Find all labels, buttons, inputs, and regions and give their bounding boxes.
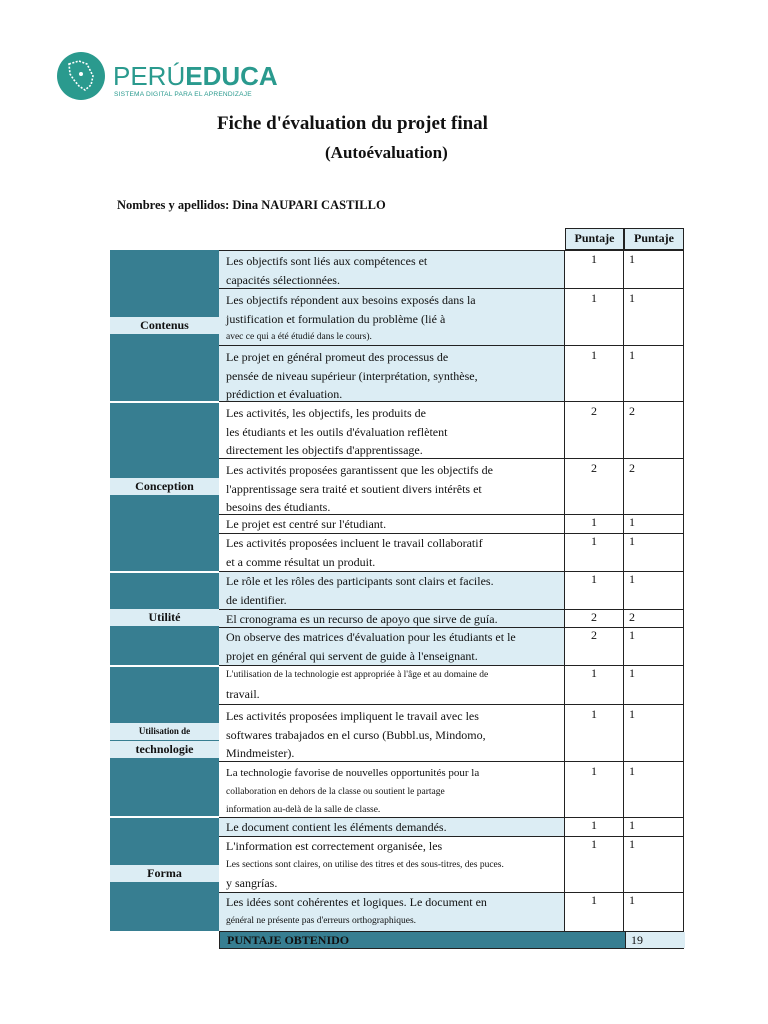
score-cell-1: 2 (565, 459, 624, 514)
score-cell-1: 1 (565, 534, 624, 571)
row-divider (219, 250, 684, 251)
category-divider (110, 401, 219, 403)
criterion-line: Les activités, les objectifs, les produits de (226, 406, 426, 420)
criterion-cell (219, 837, 565, 892)
row-divider (219, 345, 684, 346)
criterion-line: capacités sélectionnées. (226, 272, 340, 287)
table-row (219, 893, 684, 931)
row-divider (219, 458, 684, 459)
criterion-line: collaboration en dehors de la classe ou soutient le partage (226, 786, 445, 797)
criterion-line: projet en général qui servent de guide à l'enseignant. (226, 648, 478, 663)
total-row (219, 931, 684, 949)
table-row (219, 666, 684, 704)
score-header-2: Puntaje (624, 228, 684, 250)
document-title: Fiche d'évaluation du projet final (217, 113, 488, 134)
peru-educa-logo (57, 52, 278, 102)
criterion-line: information au-delà de la salle de classe. (226, 805, 381, 815)
table-row (219, 705, 684, 761)
category-label-technologie-line1: Utilisation de (110, 723, 219, 740)
score-cell-2: 1 (624, 289, 684, 345)
table-row (219, 628, 684, 665)
logo-wordmark: PERÚEDUCA (113, 61, 278, 91)
criterion-line: Les activités proposées garantissent que les objectifs de (226, 463, 493, 477)
criterion-line: Les objectifs sont liés aux compétences et (226, 254, 428, 268)
category-divider (110, 665, 219, 667)
total-label: PUNTAJE OBTENIDO (227, 933, 350, 947)
table-row (219, 402, 684, 458)
score-cell-1: 1 (565, 250, 624, 288)
criterion-cell (219, 705, 565, 761)
criterion-cell (219, 515, 565, 533)
peru-map-icon (57, 52, 105, 100)
score-cell-2: 1 (624, 628, 684, 665)
category-divider (110, 816, 219, 818)
row-divider (219, 892, 684, 893)
criterion-line: Les sections sont claires, on utilise des titres et des sous-titres, des puces. (226, 859, 504, 870)
category-label-forma: Forma (110, 865, 219, 882)
criterion-cell (219, 762, 565, 817)
category-label-contenus: Contenus (110, 317, 219, 334)
criterion-cell (219, 289, 565, 345)
criterion-cell (219, 572, 565, 609)
score-cell-1: 1 (565, 818, 624, 836)
score-header (565, 228, 684, 250)
criterion-cell (219, 250, 565, 288)
criterion-line: prédiction et évaluation. (226, 387, 343, 401)
criterion-line: avec ce qui a été étudié dans le cours). (226, 332, 372, 342)
score-cell-1: 1 (565, 515, 624, 533)
table-row (219, 837, 684, 892)
score-cell-2: 1 (624, 572, 684, 609)
criterion-cell (219, 818, 565, 836)
score-cell-2: 1 (624, 250, 684, 288)
total-value: 19 (625, 932, 685, 948)
category-divider (110, 571, 219, 573)
row-divider (219, 665, 684, 666)
table-row (219, 250, 684, 288)
score-cell-2: 1 (624, 515, 684, 533)
document-subtitle: (Autoévaluation) (325, 143, 448, 162)
row-divider (219, 761, 684, 762)
category-label-technologie-line2: technologie (110, 741, 219, 758)
score-cell-1: 1 (565, 837, 624, 892)
criterion-cell (219, 893, 565, 931)
criterion-cell (219, 459, 565, 514)
criterion-cell (219, 534, 565, 571)
criterion-line: les étudiants et les outils d'évaluation reflètent (226, 424, 448, 439)
criterion-line: travail. (226, 686, 260, 701)
criterion-line: softwares trabajados en el curso (Bubbl.us, Mindomo, (226, 727, 486, 742)
score-cell-2: 2 (624, 402, 684, 458)
score-cell-1: 2 (565, 610, 624, 627)
criterion-line: Le rôle et les rôles des participants sont clairs et faciles. (226, 574, 494, 588)
row-divider (219, 514, 684, 515)
criterion-cell (219, 346, 565, 401)
criterion-cell (219, 666, 565, 704)
score-cell-1: 1 (565, 572, 624, 609)
score-cell-1: 1 (565, 346, 624, 401)
criterion-line: besoins des étudiants. (226, 500, 331, 514)
criterion-line: Le projet en général promeut des processus de (226, 350, 449, 364)
row-divider (219, 817, 684, 818)
criterion-line: La technologie favorise de nouvelles opportunités pour la (226, 767, 480, 779)
score-cell-1: 1 (565, 762, 624, 817)
table-row (219, 289, 684, 345)
logo-tagline: SISTEMA DIGITAL PARA EL APRENDIZAJE (114, 91, 252, 98)
table-row (219, 515, 684, 533)
criterion-line: Les objectifs répondent aux besoins exposés dans la (226, 293, 476, 307)
row-divider (219, 533, 684, 534)
score-cell-2: 2 (624, 610, 684, 627)
row-divider (219, 571, 684, 572)
score-cell-1: 2 (565, 628, 624, 665)
row-divider (219, 836, 684, 837)
row-divider (219, 401, 684, 402)
score-cell-1: 1 (565, 666, 624, 704)
criterion-line: y sangrías. (226, 876, 278, 890)
score-cell-2: 1 (624, 762, 684, 817)
table-row (219, 762, 684, 817)
table-row (219, 534, 684, 571)
score-cell-1: 1 (565, 289, 624, 345)
row-divider (219, 627, 684, 628)
score-cell-2: 1 (624, 893, 684, 931)
criterion-line: Le projet est centré sur l'étudiant. (226, 517, 387, 531)
student-name-line: Nombres y apellidos: Dina NAUPARI CASTILLO (117, 198, 386, 212)
criterion-line: Les activités proposées impliquent le travail avec les (226, 709, 479, 723)
score-cell-2: 1 (624, 818, 684, 836)
row-divider (219, 288, 684, 289)
criterion-line: Mindmeister). (226, 746, 295, 760)
criterion-line: Les idées sont cohérentes et logiques. Le document en (226, 895, 487, 909)
category-label-utilite: Utilité (110, 609, 219, 626)
table-row (219, 572, 684, 609)
criterion-line: Les activités proposées incluent le travail collaboratif (226, 536, 483, 550)
criterion-cell (219, 402, 565, 458)
score-cell-1: 2 (565, 402, 624, 458)
criterion-line: L'utilisation de la technologie est appropriée à l'âge et au domaine de (226, 670, 489, 680)
criterion-line: On observe des matrices d'évaluation pour les étudiants et le (226, 630, 516, 644)
score-cell-2: 1 (624, 666, 684, 704)
criterion-line: pensée de niveau supérieur (interprétation, synthèse, (226, 368, 478, 383)
criterion-line: justification et formulation du problème (lié à (226, 311, 446, 326)
score-cell-2: 1 (624, 837, 684, 892)
score-cell-1: 1 (565, 893, 624, 931)
score-cell-2: 2 (624, 459, 684, 514)
row-divider (219, 609, 684, 610)
criterion-line: directement les objectifs d'apprentissage. (226, 443, 423, 457)
criterion-line: L'information est correctement organisée, les (226, 839, 443, 853)
criterion-line: de identifier. (226, 592, 287, 607)
criterion-line: Le document contient les éléments demandés. (226, 820, 447, 834)
criterion-line: l'apprentissage sera traité et soutient divers intérêts et (226, 481, 482, 496)
score-cell-1: 1 (565, 705, 624, 761)
category-column (110, 250, 219, 931)
criterion-cell (219, 610, 565, 627)
criterion-cell (219, 628, 565, 665)
table-row (219, 346, 684, 401)
criterion-line: et a comme résultat un produit. (226, 554, 376, 569)
score-header-1: Puntaje (565, 228, 624, 250)
score-cell-2: 1 (624, 534, 684, 571)
criterion-line: El cronograma es un recurso de apoyo que sirve de guía. (226, 612, 498, 626)
table-row (219, 459, 684, 514)
score-cell-2: 1 (624, 346, 684, 401)
category-label-conception: Conception (110, 478, 219, 495)
score-cell-2: 1 (624, 705, 684, 761)
criterion-line: général ne présente pas d'erreurs orthographiques. (226, 915, 417, 926)
row-divider (219, 704, 684, 705)
table-row (219, 818, 684, 836)
table-row (219, 610, 684, 627)
